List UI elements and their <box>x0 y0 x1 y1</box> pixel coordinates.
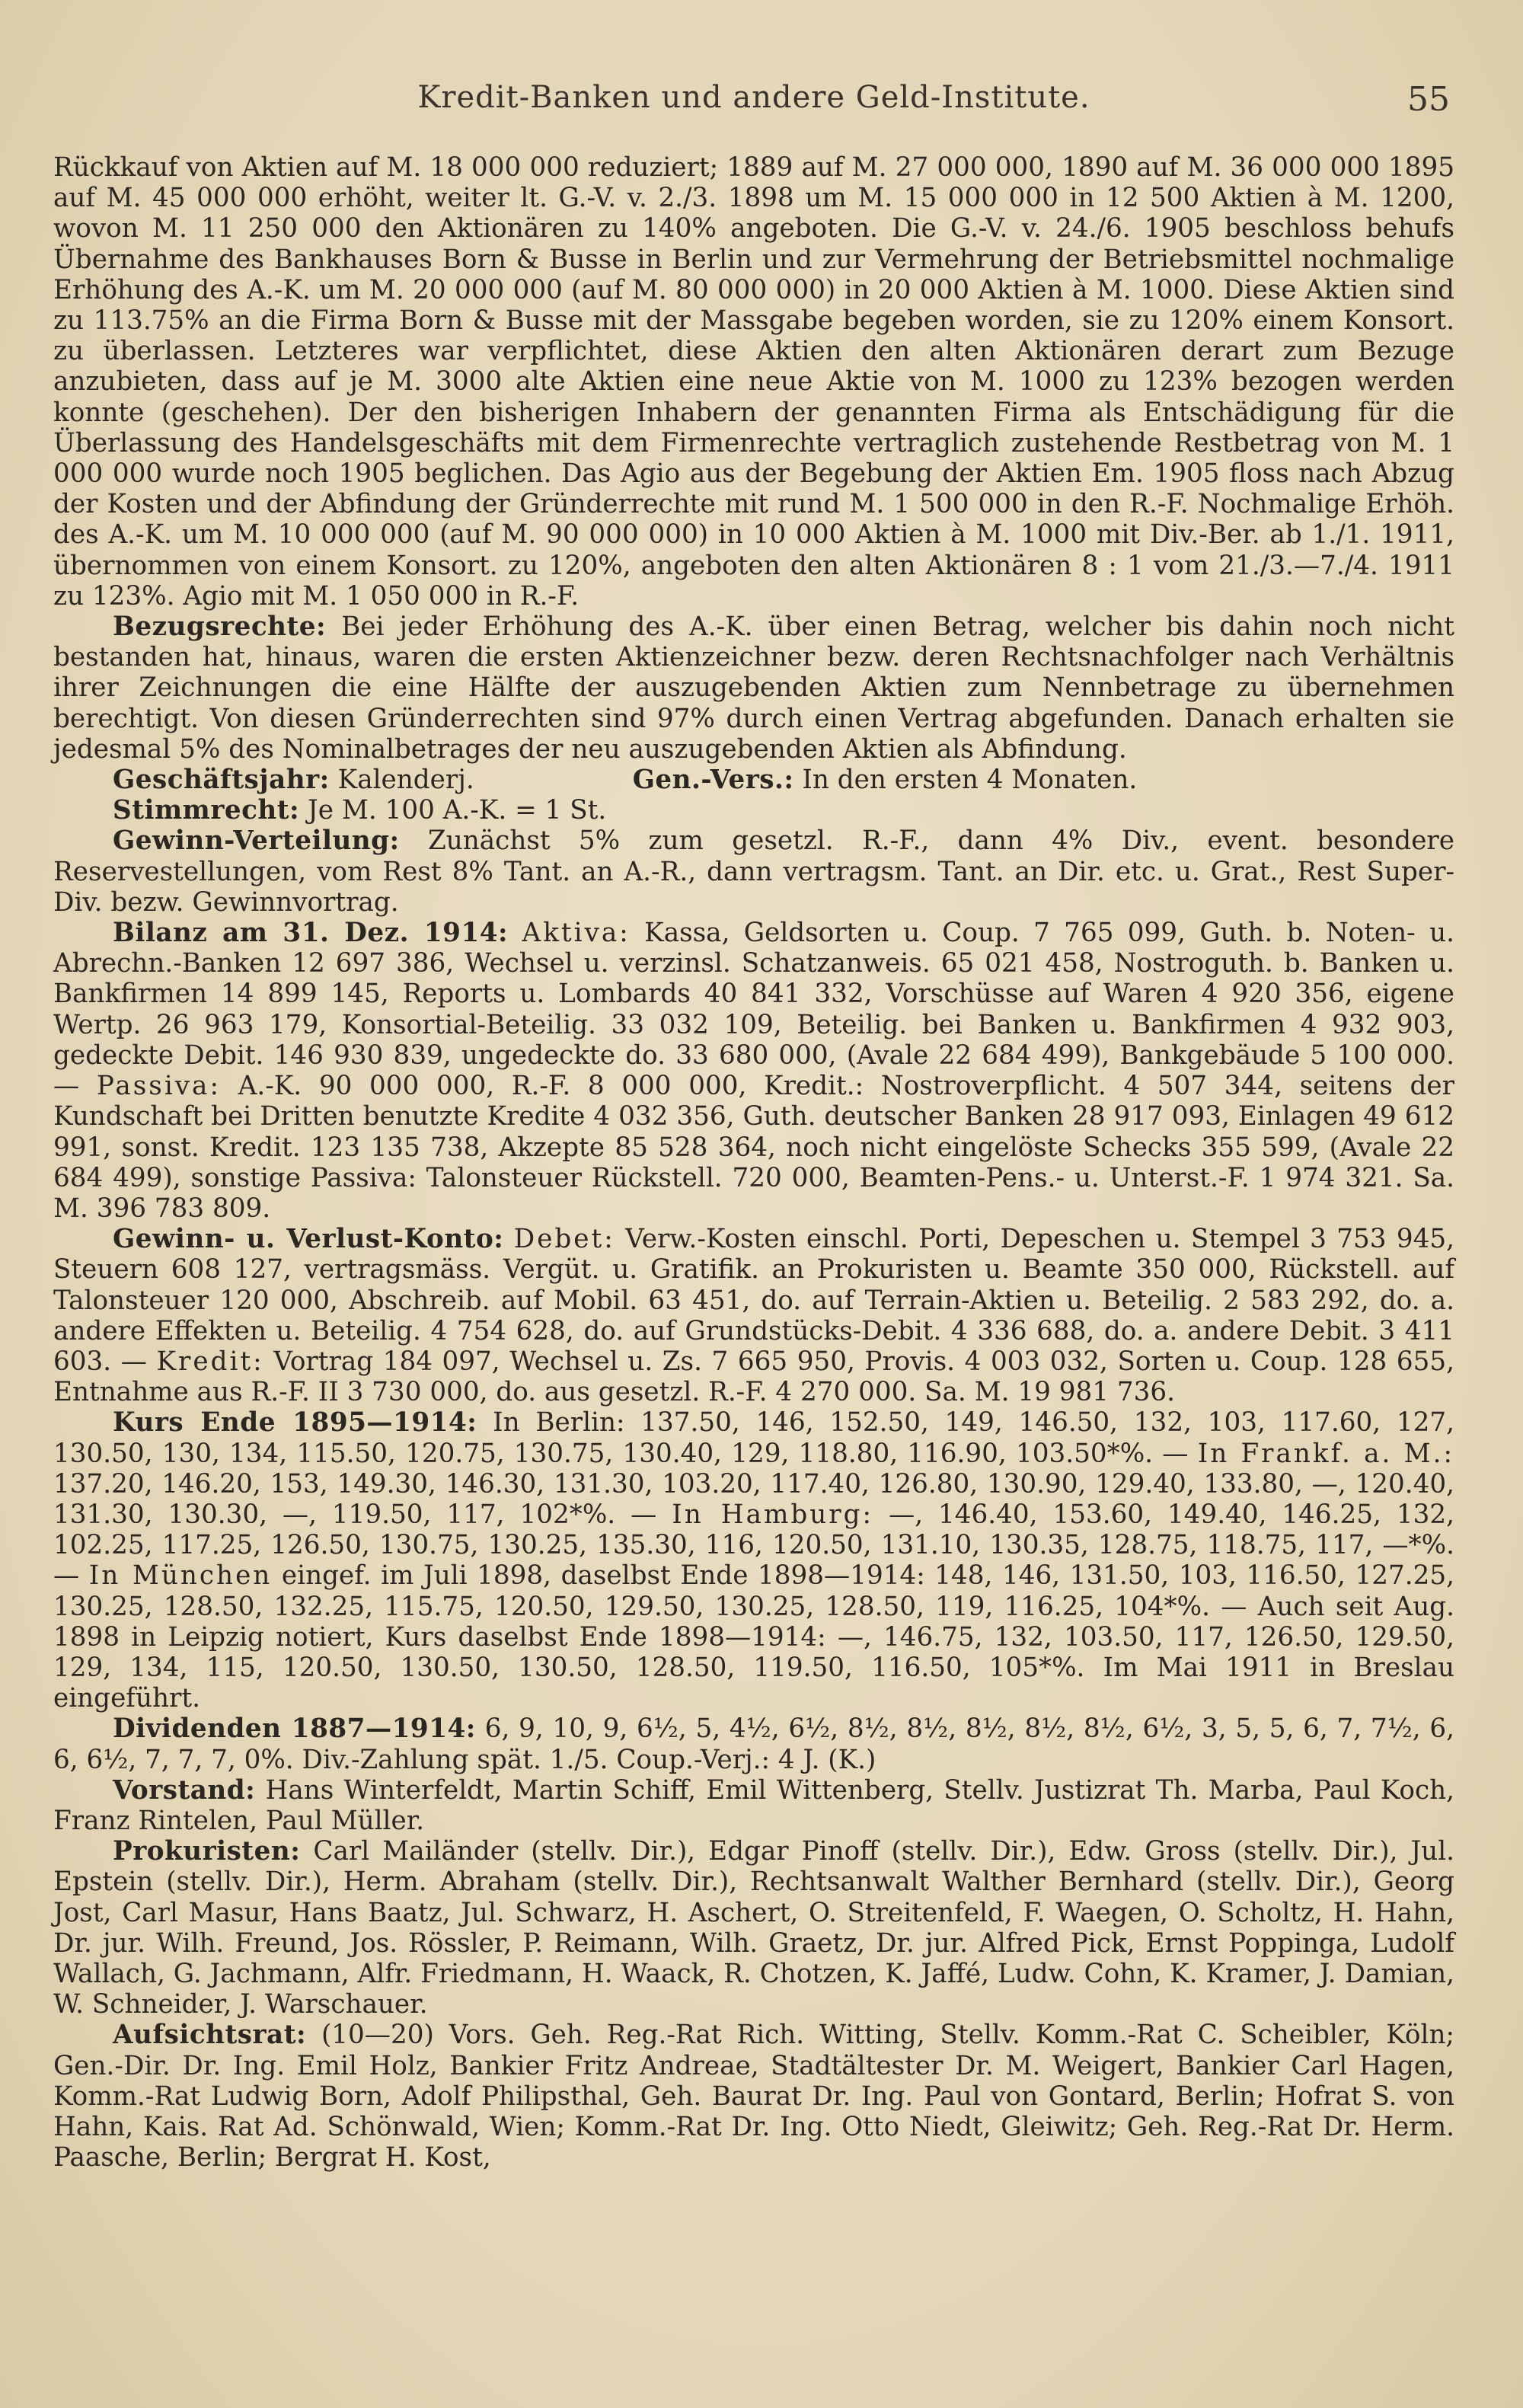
section-text: Hans Winterfeldt, Martin Schiff, Emil Wittenberg, Stellv. Justizrat Th. Marba, Paul Koch, Franz Rintelen, Paul Müller. <box>53 1774 1454 1836</box>
section-label: Gen.-Vers.: <box>632 765 794 796</box>
muenchen-text: eingef. im Juli 1898, daselbst Ende 1898—1914: 148, 146, 131.50, 103, 116.50, 127.25, 130.25, 128.50, 132.25, 115.75, 120.50, 129.50, 130.25, 128.50, 119, 116.25, 104*%. — Auch seit Aug. 1898 in Leipzig notiert, Kurs daselbst Ende 1898—1914: —, 146.75, 132, 103.50, 117, 126.50, 129.50, 129, 134, 115, 120.50, 130.50, 130.50, 128.50, 119.50, 116.50, 105*%. Im Mai 1911 in Breslau eingeführt. <box>53 1560 1454 1714</box>
page-body <box>53 152 1454 2173</box>
section-label: Vorstand: <box>113 1774 256 1806</box>
section-kurs <box>53 1407 1454 1713</box>
section-dividenden <box>53 1713 1454 1774</box>
section-bilanz <box>53 918 1454 1224</box>
section-label: Aufsichtsrat: <box>113 2020 307 2051</box>
frankfurt-label: In Frankf. a. M.: <box>1197 1438 1455 1469</box>
section-text: Je M. 100 A.-K. = 1 St. <box>308 795 607 826</box>
section-label: Kurs Ende 1895—1914: <box>113 1407 477 1439</box>
page-header <box>53 80 1454 133</box>
section-text: In den ersten 4 Monaten. <box>802 765 1138 796</box>
section-gewinn-verteilung <box>53 826 1454 918</box>
frankfurt-text: 137.20, 146.20, 153, 149.30, 146.30, 131.30, 103.20, 117.40, 126.80, 130.90, 129.40, 133.80, —, 120.40, 131.30, 130.30, —, 119.50, 117, 102*%. — <box>53 1468 1454 1530</box>
section-label: Gewinn-Verteilung: <box>113 826 400 857</box>
berlin-label: In Berlin: <box>493 1407 625 1439</box>
page-number: 55 <box>1407 80 1450 119</box>
section-geschaeftsjahr-gen-vers <box>53 765 1454 795</box>
section-gen-vers <box>573 765 1138 795</box>
section-label: Stimmrecht: <box>113 795 300 826</box>
intro-paragraph: Rückkauf von Aktien auf M. 18 000 000 reduziert; 1889 auf M. 27 000 000, 1890 auf M. 36 000 000 1895 auf M. 45 000 000 erhöht, weiter lt. G.-V. v. 2./3. 1898 um M. 15 000 000 in 12 500 Aktien à M. 1200, wovon M. 11 250 000 den Aktionären zu 140% angeboten. Die G.-V. v. 24./6. 1905 beschloss behufs Übernahme des Bankhauses Born & Busse in Berlin und zur Vermehrung der Betriebsmittel nochmalige Erhöhung des A.-K. um M. 20 000 000 (auf M. 80 000 000) in 20 000 Aktien à M. 1000. Diese Aktien sind zu 113.75% an die Firma Born & Busse mit der Massgabe begeben worden, sie zu 120% einem Konsort. zu überlassen. Letzteres war verpflichtet, diese Aktien den alten Aktionären derart zum Bezuge anzubieten, dass auf je M. 3000 alte Aktien eine neue Aktie von M. 1000 zu 123% bezogen werden konnte (geschehen). Der den bisherigen Inhabern der genannten Firma als Entschädigung für die Überlassung des Handelsgeschäfts mit dem Firmenrechte vertraglich zustehende Restbetrag von M. 1 000 000 wurde noch 1905 beglichen. Das Agio aus der Begebung der Aktien Em. 1905 floss nach Abzug der Kosten und der Abfindung der Gründerrechte mit rund M. 1 500 000 in den R.-F. Nochmalige Erhöh. des A.-K. um M. 10 000 000 (auf M. 90 000 000) in 10 000 Aktien à M. 1000 mit Div.-Ber. ab 1./1. 1911, übernommen von einem Konsort. zu 120%, angeboten den alten Aktionären 8 : 1 vom 21./3.—7./4. 1911 zu 123%. Agio mit M. 1 050 000 in R.-F. <box>53 152 1454 612</box>
section-label: Gewinn- u. Verlust-Konto: <box>113 1224 504 1255</box>
section-geschaeftsjahr <box>53 765 474 795</box>
debet-text: Verw.-Kosten einschl. Porti, Depeschen u. Stempel 3 753 945, Steuern 608 127, vertragsmäss. Vergüt. u. Gratifik. an Prokuristen u. Beamte 350 000, Rückstell. auf Talonsteuer 120 000, Abschreib. auf Mobil. 63 451, do. auf Terrain-Aktien u. Beteilig. 2 583 292, do. a. andere Effekten u. Beteilig. 4 754 628, do. auf Grundstücks-Debit. 4 336 688, do. a. andere Debit. 3 411 603. — <box>53 1224 1454 1377</box>
section-label: Prokuristen: <box>113 1836 301 1867</box>
section-stimmrecht <box>53 795 1454 826</box>
section-bezugsrechte <box>53 612 1454 765</box>
hamburg-text: —, 146.40, 153.60, 149.40, 146.25, 132, 102.25, 117.25, 126.50, 130.75, 130.25, 135.30, 116, 120.50, 131.10, 130.35, 128.75, 118.75, 117, —*%. — <box>53 1499 1454 1592</box>
hamburg-label: In Hamburg: <box>672 1499 874 1530</box>
section-label: Bilanz am 31. Dez. 1914: <box>113 918 509 949</box>
section-label: Geschäftsjahr: <box>113 765 330 796</box>
section-text: Bei jeder Erhöhung des A.-K. über einen Betrag, welcher bis dahin noch nicht bestanden hat, hinaus, waren die ersten Aktienzeichner bezw. deren Rechtsnachfolger nach Verhältnis ihrer Zeichnungen die eine Hälfte der auszugebenden Aktien zum Nennbetrage zu übernehmen berechtigt. Von diesen Gründerrechten sind 97% durch einen Vertrag abgefunden. Danach erhalten sie jedesmal 5% des Nominalbetrages der neu auszugebenden Aktien als Abfindung. <box>53 612 1454 765</box>
debet-label: Debet: <box>513 1224 615 1255</box>
passiva-text: A.-K. 90 000 000, R.-F. 8 000 000, Kredit.: Nostroverpflicht. 4 507 344, seitens der Kundschaft bei Dritten benutzte Kredite 4 032 356, Guth. deutscher Banken 28 917 093, Einlagen 49 612 991, sonst. Kredit. 123 135 738, Akzepte 85 528 364, noch nicht eingelöste Schecks 355 599, (Avale 22 684 499), sonstige Passiva: Talonsteuer Rückstell. 720 000, Beamten-Pens.- u. Unterst.-F. 1 974 321. Sa. M. 396 783 809. <box>53 1071 1454 1224</box>
passiva-label: Passiva: <box>96 1071 221 1102</box>
section-label: Dividenden 1887—1914: <box>113 1713 476 1745</box>
aktiva-text: Kassa, Geldsorten u. Coup. 7 765 099, Guth. b. Noten- u. Abrechn.-Banken 12 697 386, Wechsel u. verzinsl. Schatzanweis. 65 021 458, Nostroguth. b. Banken u. Bankfirmen 14 899 145, Reports u. Lombards 40 841 332, Vorschüsse auf Waren 4 920 356, eigene Wertp. 26 963 179, Konsortial-Beteilig. 33 032 109, Beteilig. bei Banken u. Bankfirmen 4 932 903, gedeckte Debit. 146 930 839, ungedeckte do. 33 680 000, (Avale 22 684 499), Bankgebäude 5 100 000. — <box>53 918 1454 1102</box>
section-text: (10—20) Vors. Geh. Reg.-Rat Rich. Witting, Stellv. Komm.-Rat C. Scheibler, Köln; Gen.-Dir. Dr. Ing. Emil Holz, Bankier Fritz Andreae, Stadtältester Dr. M. Weigert, Bankier Carl Hagen, Komm.-Rat Ludwig Born, Adolf Philipsthal, Geh. Baurat Dr. Ing. Paul von Gontard, Berlin; Hofrat S. von Hahn, Kais. Rat Ad. Schönwald, Wien; Komm.-Rat Dr. Ing. Otto Niedt, Gleiwitz; Geh. Reg.-Rat Dr. Herm. Paasche, Berlin; Bergrat H. Kost, <box>53 2020 1454 2173</box>
muenchen-label: In München <box>88 1560 273 1592</box>
running-head: Kredit-Banken und andere Geld-Institute. <box>417 80 1090 115</box>
section-text: Kalenderj. <box>337 765 474 796</box>
section-prokuristen <box>53 1836 1454 2020</box>
section-text: Zunächst 5% zum gesetzl. R.-F., dann 4% Div., event. besondere Reservestellungen, vom Rest 8% Tant. an A.-R., dann vertragsm. Tant. an Dir. etc. u. Grat., Rest Super-Div. bezw. Gewinnvortrag. <box>53 826 1454 918</box>
section-gewinn-verlust <box>53 1224 1454 1407</box>
aktiva-label: Aktiva: <box>522 918 631 949</box>
kredit-label: Kredit: <box>156 1346 264 1377</box>
section-aufsichtsrat <box>53 2020 1454 2173</box>
section-vorstand <box>53 1775 1454 1836</box>
kredit-text: Vortrag 184 097, Wechsel u. Zs. 7 665 950, Provis. 4 003 032, Sorten u. Coup. 128 655, Entnahme aus R.-F. II 3 730 000, do. aus gesetzl. R.-F. 4 270 000. Sa. M. 19 981 736. <box>53 1346 1454 1408</box>
section-label: Bezugsrechte: <box>113 612 327 643</box>
section-text: 6, 9, 10, 9, 6½, 5, 4½, 6½, 8½, 8½, 8½, 8½, 8½, 6½, 3, 5, 5, 6, 7, 7½, 6, 6, 6½, 7, 7, 7, 0%. Div.-Zahlung spät. 1./5. Coup.-Verj.: 4 J. (K.) <box>53 1713 1454 1775</box>
section-text: Carl Mailänder (stellv. Dir.), Edgar Pinoff (stellv. Dir.), Edw. Gross (stellv. Dir.), Jul. Epstein (stellv. Dir.), Herm. Abraham (stellv. Dir.), Rechtsanwalt Walther Bernhard (stellv. Dir.), Georg Jost, Carl Masur, Hans Baatz, Jul. Schwarz, H. Aschert, O. Streitenfeld, F. Waegen, O. Scholtz, H. Hahn, Dr. jur. Wilh. Freund, Jos. Rössler, P. Reimann, Wilh. Graetz, Dr. jur. Alfred Pick, Ernst Poppinga, Ludolf Wallach, G. Jachmann, Alfr. Friedmann, H. Waack, R. Chotzen, K. Jaffé, Ludw. Cohn, K. Kramer, J. Damian, W. Schneider, J. Warschauer. <box>53 1836 1454 2020</box>
berlin-text: 137.50, 146, 152.50, 149, 146.50, 132, 103, 117.60, 127, 130.50, 130, 134, 115.50, 120.75, 130.75, 130.40, 129, 118.80, 116.90, 103.50*%. — <box>53 1407 1454 1469</box>
